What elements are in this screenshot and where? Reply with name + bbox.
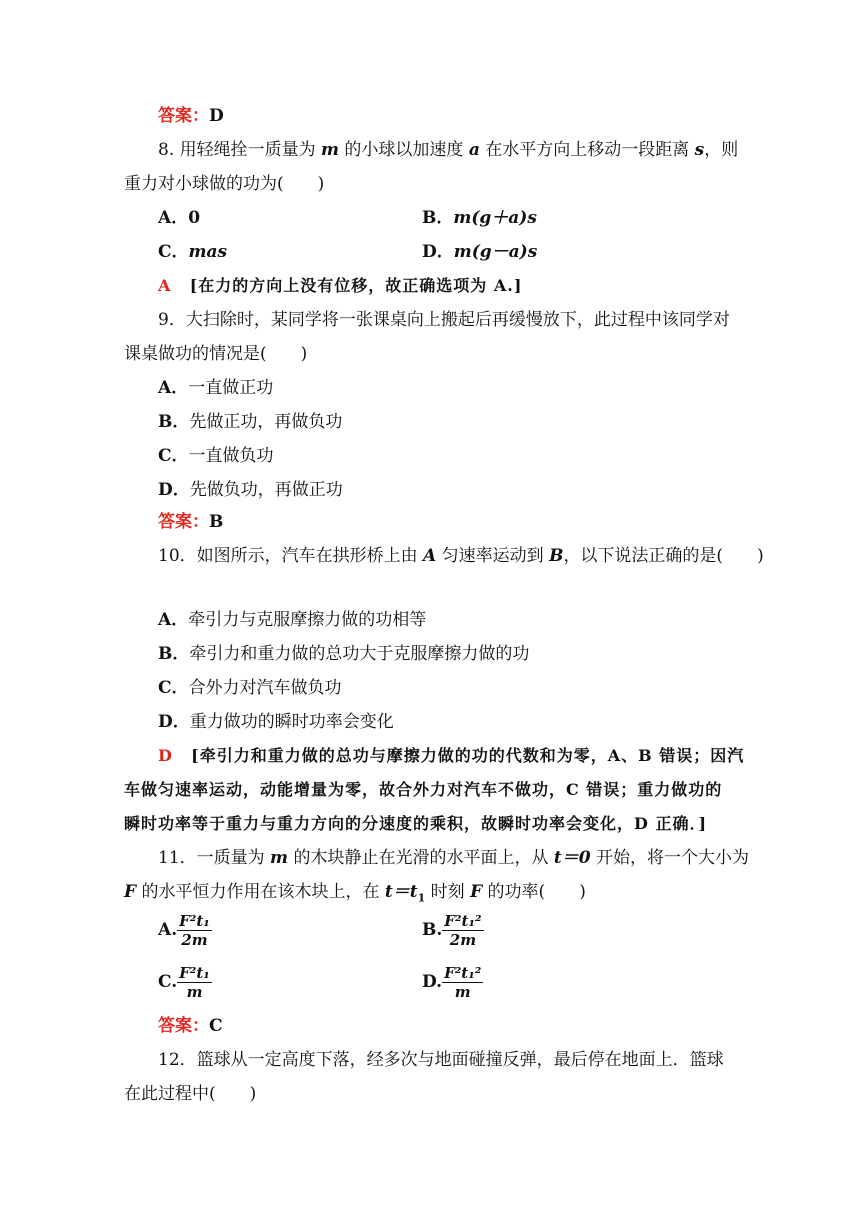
var-F: F bbox=[124, 882, 137, 902]
numerator: F²t₁ bbox=[179, 964, 210, 982]
text: ，则 bbox=[704, 140, 739, 160]
q9-answer bbox=[158, 510, 223, 534]
option-label: D． bbox=[158, 712, 190, 732]
q8-option-d bbox=[422, 240, 537, 264]
option-label: A. bbox=[158, 920, 178, 940]
text: 的功率( ) bbox=[482, 882, 586, 902]
text: ，以下说法正确的是( ) bbox=[563, 546, 764, 566]
option-label: B． bbox=[158, 644, 190, 664]
q10-stem bbox=[158, 544, 764, 568]
fraction bbox=[177, 964, 212, 1001]
option-text: 一直做正功 bbox=[188, 378, 274, 398]
q9-stem-line2: 课桌做功的情况是( ) bbox=[124, 344, 308, 364]
q8-option-b bbox=[422, 206, 537, 230]
answer-value: B bbox=[209, 512, 224, 532]
q9-stem-line1: 9．大扫除时，某同学将一张课桌向上搬起后再缓慢放下，此过程中该同学对 bbox=[158, 310, 730, 330]
q8-stem-line2: 重力对小球做的功为( ) bbox=[124, 174, 325, 194]
option-text: 一直做负功 bbox=[188, 446, 274, 466]
option-text: 合外力对汽车做负功 bbox=[188, 678, 342, 698]
option-text: 重力做功的瞬时功率会变化 bbox=[189, 712, 394, 732]
option-label: C． bbox=[158, 242, 189, 262]
denominator: 2m bbox=[449, 931, 477, 949]
denominator: m bbox=[454, 983, 471, 1001]
q8-option-c bbox=[158, 240, 227, 264]
q9-option-b bbox=[158, 410, 342, 434]
var-m: m bbox=[321, 140, 340, 160]
option-text: 牵引力与克服摩擦力做的功相等 bbox=[188, 610, 427, 630]
q9-option-a bbox=[158, 376, 273, 400]
q8-solution bbox=[158, 274, 522, 298]
q11-option-a bbox=[158, 912, 212, 949]
numerator: F²t₁² bbox=[444, 964, 482, 982]
var-a: a bbox=[468, 140, 480, 160]
option-label: C. bbox=[158, 972, 178, 992]
option-label: D． bbox=[422, 242, 454, 262]
var-t1: t＝t bbox=[384, 882, 418, 902]
option-label: B． bbox=[158, 412, 190, 432]
fraction bbox=[442, 912, 483, 949]
solution-text: [牵引力和重力做的总功与摩擦力做的功的代数和为零，A、B 错误；因汽 bbox=[191, 746, 745, 765]
q11-option-d bbox=[422, 964, 483, 1001]
var-m: m bbox=[270, 848, 289, 868]
option-label: D． bbox=[158, 480, 190, 500]
text: 开始，将一个大小为 bbox=[590, 848, 749, 868]
solution-letter: A bbox=[158, 276, 172, 295]
fraction bbox=[177, 912, 212, 949]
solution-text: [在力的方向上没有位移，故正确选项为 A.] bbox=[189, 276, 523, 295]
q10-solution-line3: 瞬时功率等于重力与重力方向的分速度的乘积，故瞬时功率会变化，D 正确．] bbox=[124, 814, 708, 833]
text: 11．一质量为 bbox=[158, 848, 271, 868]
var-s: s bbox=[694, 140, 705, 160]
q10-option-c bbox=[158, 676, 342, 700]
option-text: 先做正功，再做负功 bbox=[189, 412, 343, 432]
denominator: m bbox=[186, 983, 203, 1001]
option-text: 0 bbox=[188, 208, 201, 228]
option-label: A． bbox=[158, 610, 189, 630]
q11-stem-line1 bbox=[158, 846, 749, 870]
q10-option-b bbox=[158, 642, 529, 666]
q10-solution-line1 bbox=[158, 744, 744, 768]
subscript: 1 bbox=[417, 891, 426, 905]
option-label: D. bbox=[422, 972, 443, 992]
option-label: B. bbox=[422, 920, 443, 940]
option-text: m(g－a)s bbox=[453, 242, 538, 262]
option-text: mas bbox=[188, 242, 228, 262]
q10-option-d bbox=[158, 710, 394, 734]
var-A: A bbox=[423, 546, 437, 566]
solution-letter: D bbox=[158, 746, 173, 765]
q11-option-b bbox=[422, 912, 484, 949]
answer-label: 答案： bbox=[158, 106, 209, 126]
numerator: F²t₁² bbox=[444, 912, 482, 930]
text: 时刻 bbox=[425, 882, 471, 902]
q10-option-a bbox=[158, 608, 426, 632]
option-text: 牵引力和重力做的总功大于克服摩擦力做的功 bbox=[189, 644, 530, 664]
answer-value: D bbox=[209, 106, 224, 126]
option-text: 先做负功，再做正功 bbox=[189, 480, 343, 500]
denominator: 2m bbox=[181, 931, 208, 949]
text: 在水平方向上移动一段距离 bbox=[479, 140, 695, 160]
q8-stem-line1 bbox=[158, 138, 738, 162]
q11-stem-line2 bbox=[124, 880, 586, 910]
q9-option-c bbox=[158, 444, 274, 468]
q11-option-c bbox=[158, 964, 212, 1001]
q12-stem-line2: 在此过程中( ) bbox=[124, 1084, 257, 1104]
fraction bbox=[442, 964, 483, 1001]
answer-label: 答案： bbox=[158, 1016, 209, 1036]
text: 10．如图所示，汽车在拱形桥上由 bbox=[158, 546, 424, 566]
q12-stem-line1: 12．篮球从一定高度下落，经多次与地面碰撞反弹，最后停在地面上．篮球 bbox=[158, 1050, 724, 1070]
var-t0: t＝0 bbox=[553, 848, 591, 868]
var-B: B bbox=[549, 546, 564, 566]
text: 的水平恒力作用在该木块上，在 bbox=[136, 882, 385, 902]
q8-option-a bbox=[158, 206, 200, 230]
text: 的小球以加速度 bbox=[339, 140, 469, 160]
text: 匀速率运动到 bbox=[436, 546, 550, 566]
text: 的木块静止在光滑的水平面上，从 bbox=[288, 848, 554, 868]
answer-value: C bbox=[209, 1016, 223, 1036]
option-label: A． bbox=[158, 208, 189, 228]
answer-label: 答案： bbox=[158, 512, 209, 532]
q9-option-d bbox=[158, 478, 343, 502]
numerator: F²t₁ bbox=[179, 912, 210, 930]
option-text: m(g＋a)s bbox=[453, 208, 537, 228]
text: 8. 用轻绳拴一质量为 bbox=[158, 140, 322, 160]
q11-answer bbox=[158, 1014, 223, 1038]
option-label: A． bbox=[158, 378, 189, 398]
option-label: C． bbox=[158, 678, 189, 698]
q10-solution-line2: 车做匀速率运动，动能增量为零，故合外力对汽车不做功，C 错误；重力做功的 bbox=[124, 780, 723, 799]
option-label: B． bbox=[422, 208, 454, 228]
option-label: C． bbox=[158, 446, 189, 466]
var-F: F bbox=[470, 882, 483, 902]
q7-answer bbox=[158, 104, 224, 128]
